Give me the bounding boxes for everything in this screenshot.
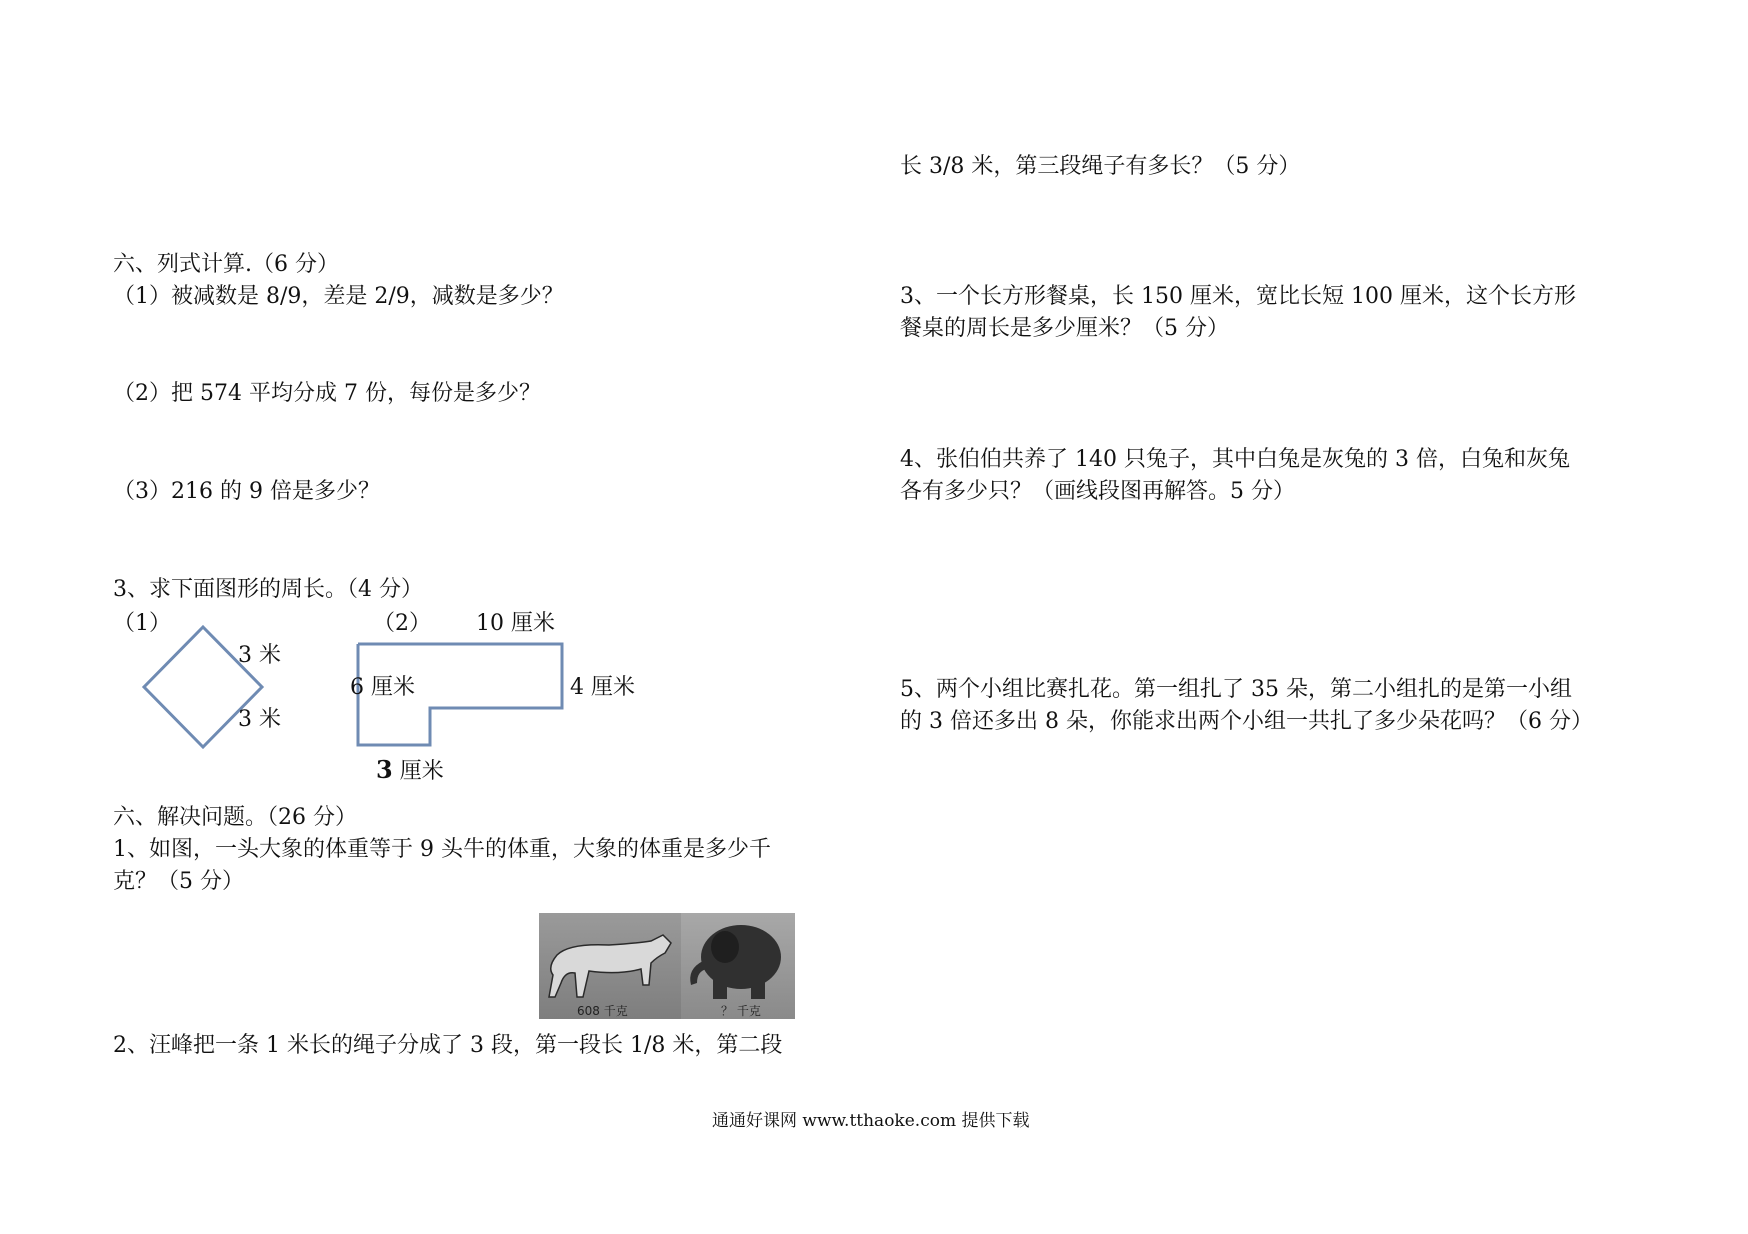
q3-line2: 餐桌的周长是多少厘米？（5 分） bbox=[900, 316, 1229, 341]
elephant-image bbox=[681, 913, 795, 1019]
calc-q1: （1）被减数是 8/9，差是 2/9，减数是多少？ bbox=[113, 284, 564, 309]
cow-elephant-photo bbox=[539, 913, 795, 1019]
q4-line1: 4、张伯伯共养了 140 只兔子，其中白兔是灰兔的 3 倍，白兔和灰兔 bbox=[900, 447, 1570, 472]
fig2-label: （2） bbox=[373, 611, 431, 636]
fig1-side-top: 3 米 bbox=[238, 643, 281, 668]
problem1-line1: 1、如图，一头大象的体重等于 9 头牛的体重，大象的体重是多少千 bbox=[113, 837, 771, 862]
fig2-top-length: 10 厘米 bbox=[476, 611, 555, 636]
fig2-left-length: 6 厘米 bbox=[350, 675, 415, 700]
problem1-line2: 克？（5 分） bbox=[113, 869, 244, 894]
fig2-bottom-number: 3 bbox=[376, 755, 393, 784]
problem2-line1: 2、汪峰把一条 1 米长的绳子分成了 3 段，第一段长 1/8 米，第二段 bbox=[113, 1033, 783, 1058]
calc-q2: （2）把 574 平均分成 7 份，每份是多少？ bbox=[113, 381, 541, 406]
fig1-label: （1） bbox=[113, 611, 171, 636]
section-problems-title: 六、解决问题。（26 分） bbox=[113, 805, 357, 830]
square-figure bbox=[140, 620, 270, 760]
elephant-weight-caption: ？ 千克 bbox=[721, 1004, 761, 1018]
fig2-bottom-unit: 厘米 bbox=[392, 759, 444, 784]
q5-line1: 5、两个小组比赛扎花。第一组扎了 35 朵，第二小组扎的是第一小组 bbox=[900, 677, 1572, 702]
fig2-right-length: 4 厘米 bbox=[570, 675, 635, 700]
cow-weight-caption: 608 千克 bbox=[577, 1004, 628, 1018]
q5-line2: 的 3 倍还多出 8 朵，你能求出两个小组一共扎了多少朵花吗？（6 分） bbox=[900, 709, 1593, 734]
footer-text: 通通好课网 www.tthaoke.com 提供下载 bbox=[712, 1111, 1030, 1131]
q4-line2: 各有多少只？（画线段图再解答。5 分） bbox=[900, 479, 1295, 504]
fig1-side-bottom: 3 米 bbox=[238, 707, 281, 732]
q3-line1: 3、一个长方形餐桌，长 150 厘米，宽比长短 100 厘米，这个长方形 bbox=[900, 284, 1576, 309]
section-calc-title: 六、列式计算.（6 分） bbox=[113, 252, 339, 277]
calc-q3: （3）216 的 9 倍是多少？ bbox=[113, 479, 380, 504]
fig2-bottom-length bbox=[376, 757, 444, 785]
q2-continuation: 长 3/8 米，第三段绳子有多长？（5 分） bbox=[900, 154, 1301, 179]
cow-image bbox=[539, 913, 681, 1019]
perimeter-title: 3、求下面图形的周长。（4 分） bbox=[113, 577, 423, 602]
